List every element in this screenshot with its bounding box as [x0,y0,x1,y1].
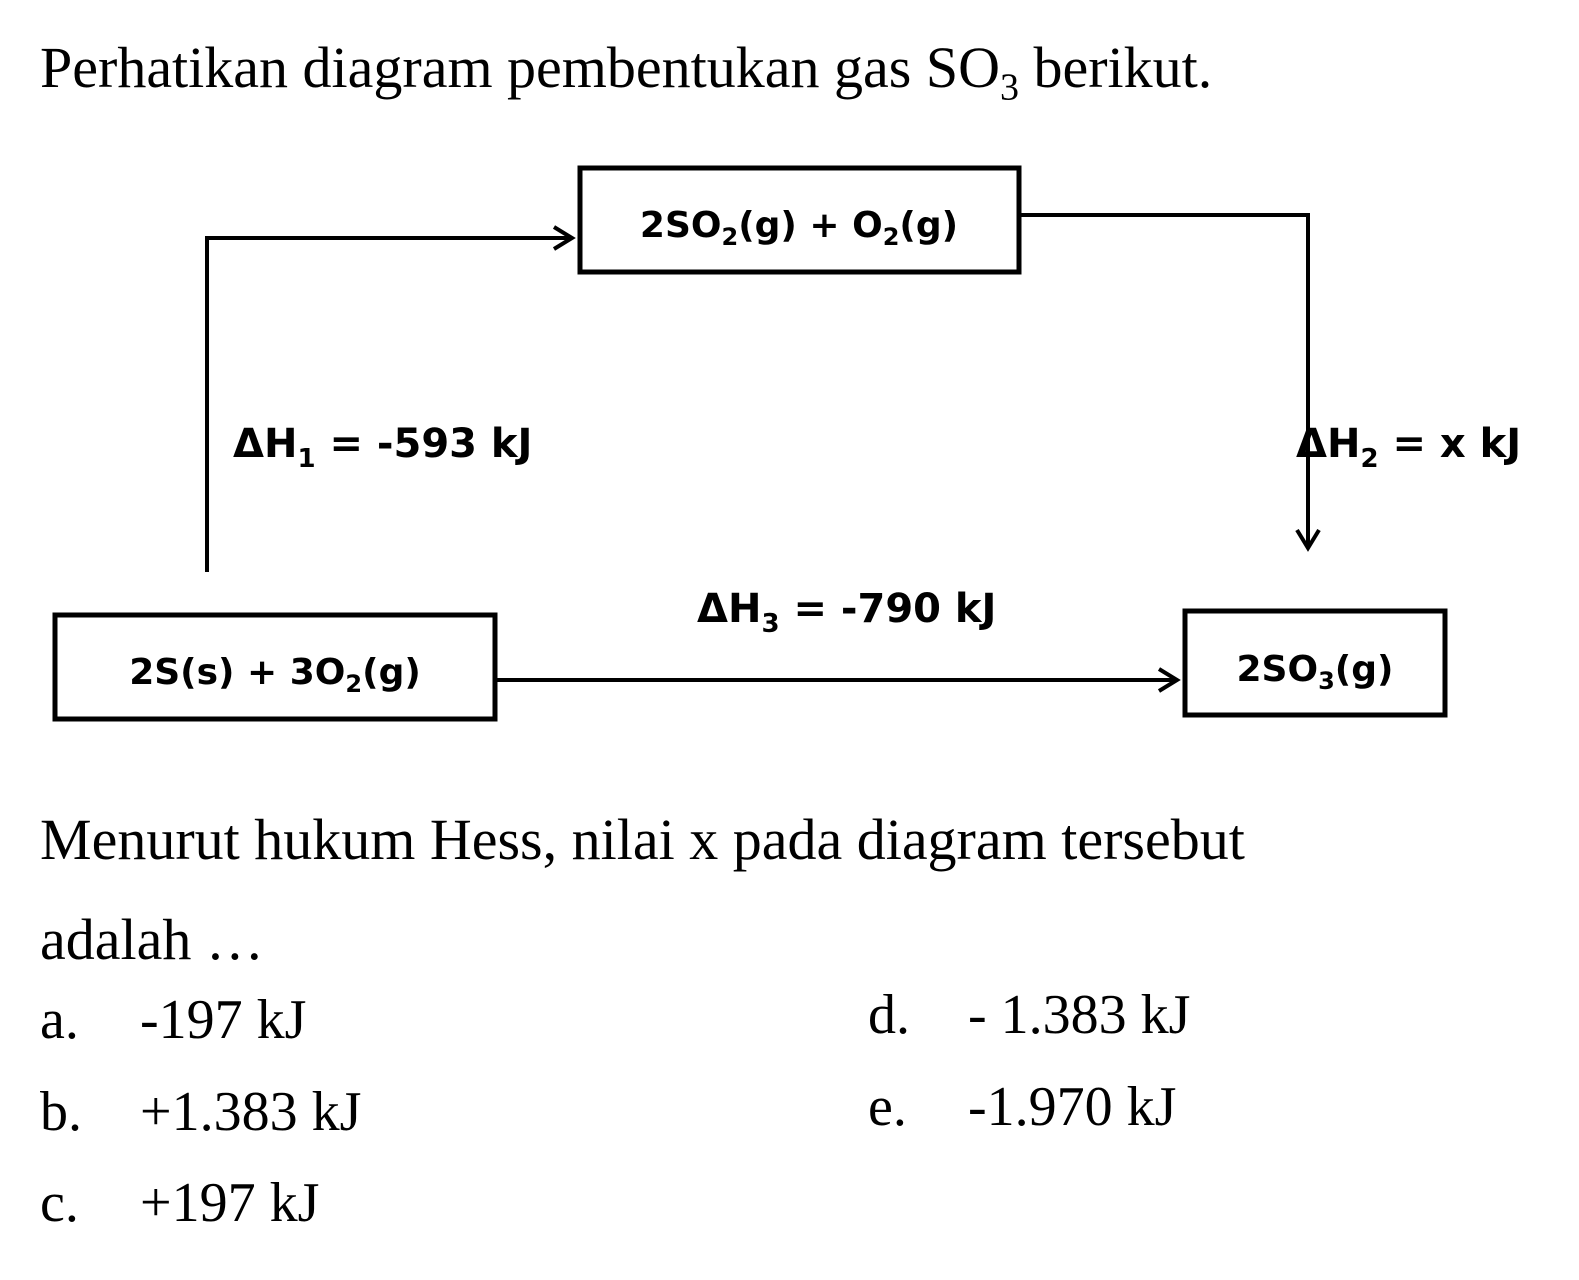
option-c[interactable] [40,1168,319,1238]
option-a[interactable] [40,985,306,1055]
left-box-label: $2S(s) + 3O_2(g)$ [129,652,421,698]
question-line-1: Menurut hukum Hess, nilai x pada diagram tersebut [40,807,1245,872]
option-a-letter: a. [40,989,79,1051]
option-e-letter: e. [868,1076,907,1138]
question-text [40,790,1540,990]
intro-subscript: 3 [999,66,1019,109]
intro-text-before: Perhatikan diagram pembentukan gas SO [40,35,1000,100]
option-b-letter: b. [40,1081,82,1143]
arrow-dh2 [1019,215,1308,548]
option-b[interactable] [40,1077,361,1147]
dh1-label: $\Delta H_1 = -593$ kJ [233,421,533,474]
option-e-text: -1.970 kJ [968,1076,1177,1138]
option-d-text: - 1.383 kJ [968,984,1191,1046]
option-d[interactable] [868,980,1190,1050]
dh2-label: $\Delta H_2 = x$ kJ [1296,421,1522,474]
right-box-label: $2SO_3(g)$ [1236,649,1394,695]
option-b-text: +1.383 kJ [140,1081,362,1143]
dh3-label: $\Delta H_3 = -790$ kJ [697,586,997,639]
intro-text-after: berikut. [1018,35,1213,100]
option-d-letter: d. [868,984,910,1046]
option-a-text: -197 kJ [140,989,307,1051]
option-c-text: +197 kJ [140,1172,320,1234]
arrow-dh1 [207,238,572,572]
option-c-letter: c. [40,1172,79,1234]
top-box-label: $2SO_2(g) + O_2(g)$ [639,205,959,251]
option-e[interactable] [868,1072,1176,1142]
question-line-2: adalah … [40,907,264,972]
